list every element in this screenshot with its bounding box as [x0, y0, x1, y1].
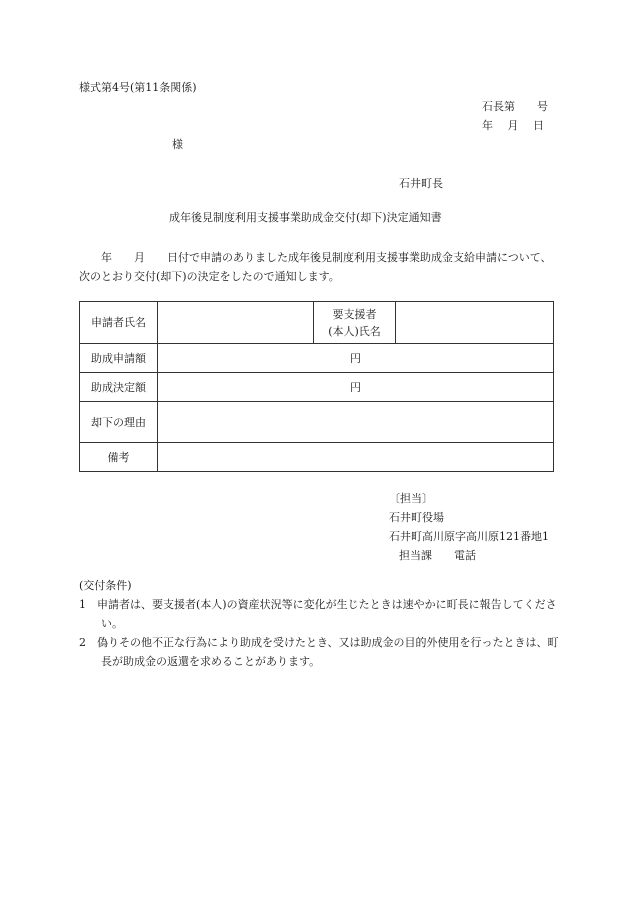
applicant-name-field[interactable] [158, 302, 314, 344]
table-row [80, 443, 554, 472]
decided-amount-unit: 円 [350, 380, 361, 394]
remarks-field[interactable] [158, 443, 554, 472]
request-amount-label: 助成申請額 [80, 344, 158, 373]
addressee-honorific: 様 [172, 138, 183, 151]
request-amount-unit: 円 [350, 351, 361, 365]
condition-item: 2 偽りその他不正な行為により助成を受けたとき、又は助成金の目的外使用を行ったときは、町長が助成金の返還を求めることがあります。 [79, 636, 559, 668]
grant-conditions [79, 576, 559, 671]
contact-department: 担当課 電話 [399, 549, 476, 562]
decision-table [79, 301, 554, 472]
rejection-reason-field[interactable] [158, 402, 554, 443]
contact-block [389, 489, 549, 565]
table-row [80, 302, 554, 344]
contact-office: 石井町役場 [389, 511, 444, 524]
notice-body: 年 月 日付で申請のありました成年後見制度利用支援事業助成金支給申請について、次のとおり交付(却下)の決定をしたので通知します。 [79, 251, 552, 283]
supported-person-label-line2: (本人)氏名 [328, 324, 381, 338]
issue-date: 年 月 日 [482, 119, 544, 132]
remarks-label: 備考 [80, 443, 158, 472]
document-title: 成年後見制度利用支援事業助成金交付(却下)決定通知書 [169, 211, 442, 224]
applicant-name-label: 申請者氏名 [80, 302, 158, 344]
condition-item: 1 申請者は、要支援者(本人)の資産状況等に変化が生じたときは速やかに町長に報告してください。 [79, 598, 557, 630]
rejection-reason-label: 却下の理由 [80, 402, 158, 443]
request-amount-field[interactable] [158, 344, 554, 373]
table-row [80, 344, 554, 373]
contact-address: 石井町高川原字高川原121番地1 [389, 530, 549, 543]
table-row [80, 402, 554, 443]
supported-person-name-field[interactable] [396, 302, 554, 344]
conditions-heading: (交付条件) [79, 579, 132, 592]
supported-person-label [314, 302, 396, 344]
table-row [80, 373, 554, 402]
contact-heading: 〔担当〕 [389, 492, 433, 505]
issuer-name: 石井町長 [399, 177, 443, 190]
reference-number: 石長第 号 [482, 100, 548, 113]
form-number: 様式第4号(第11条関係) [79, 81, 197, 94]
decided-amount-label: 助成決定額 [80, 373, 158, 402]
decided-amount-field[interactable] [158, 373, 554, 402]
supported-person-label-line1: 要支援者 [332, 307, 377, 321]
